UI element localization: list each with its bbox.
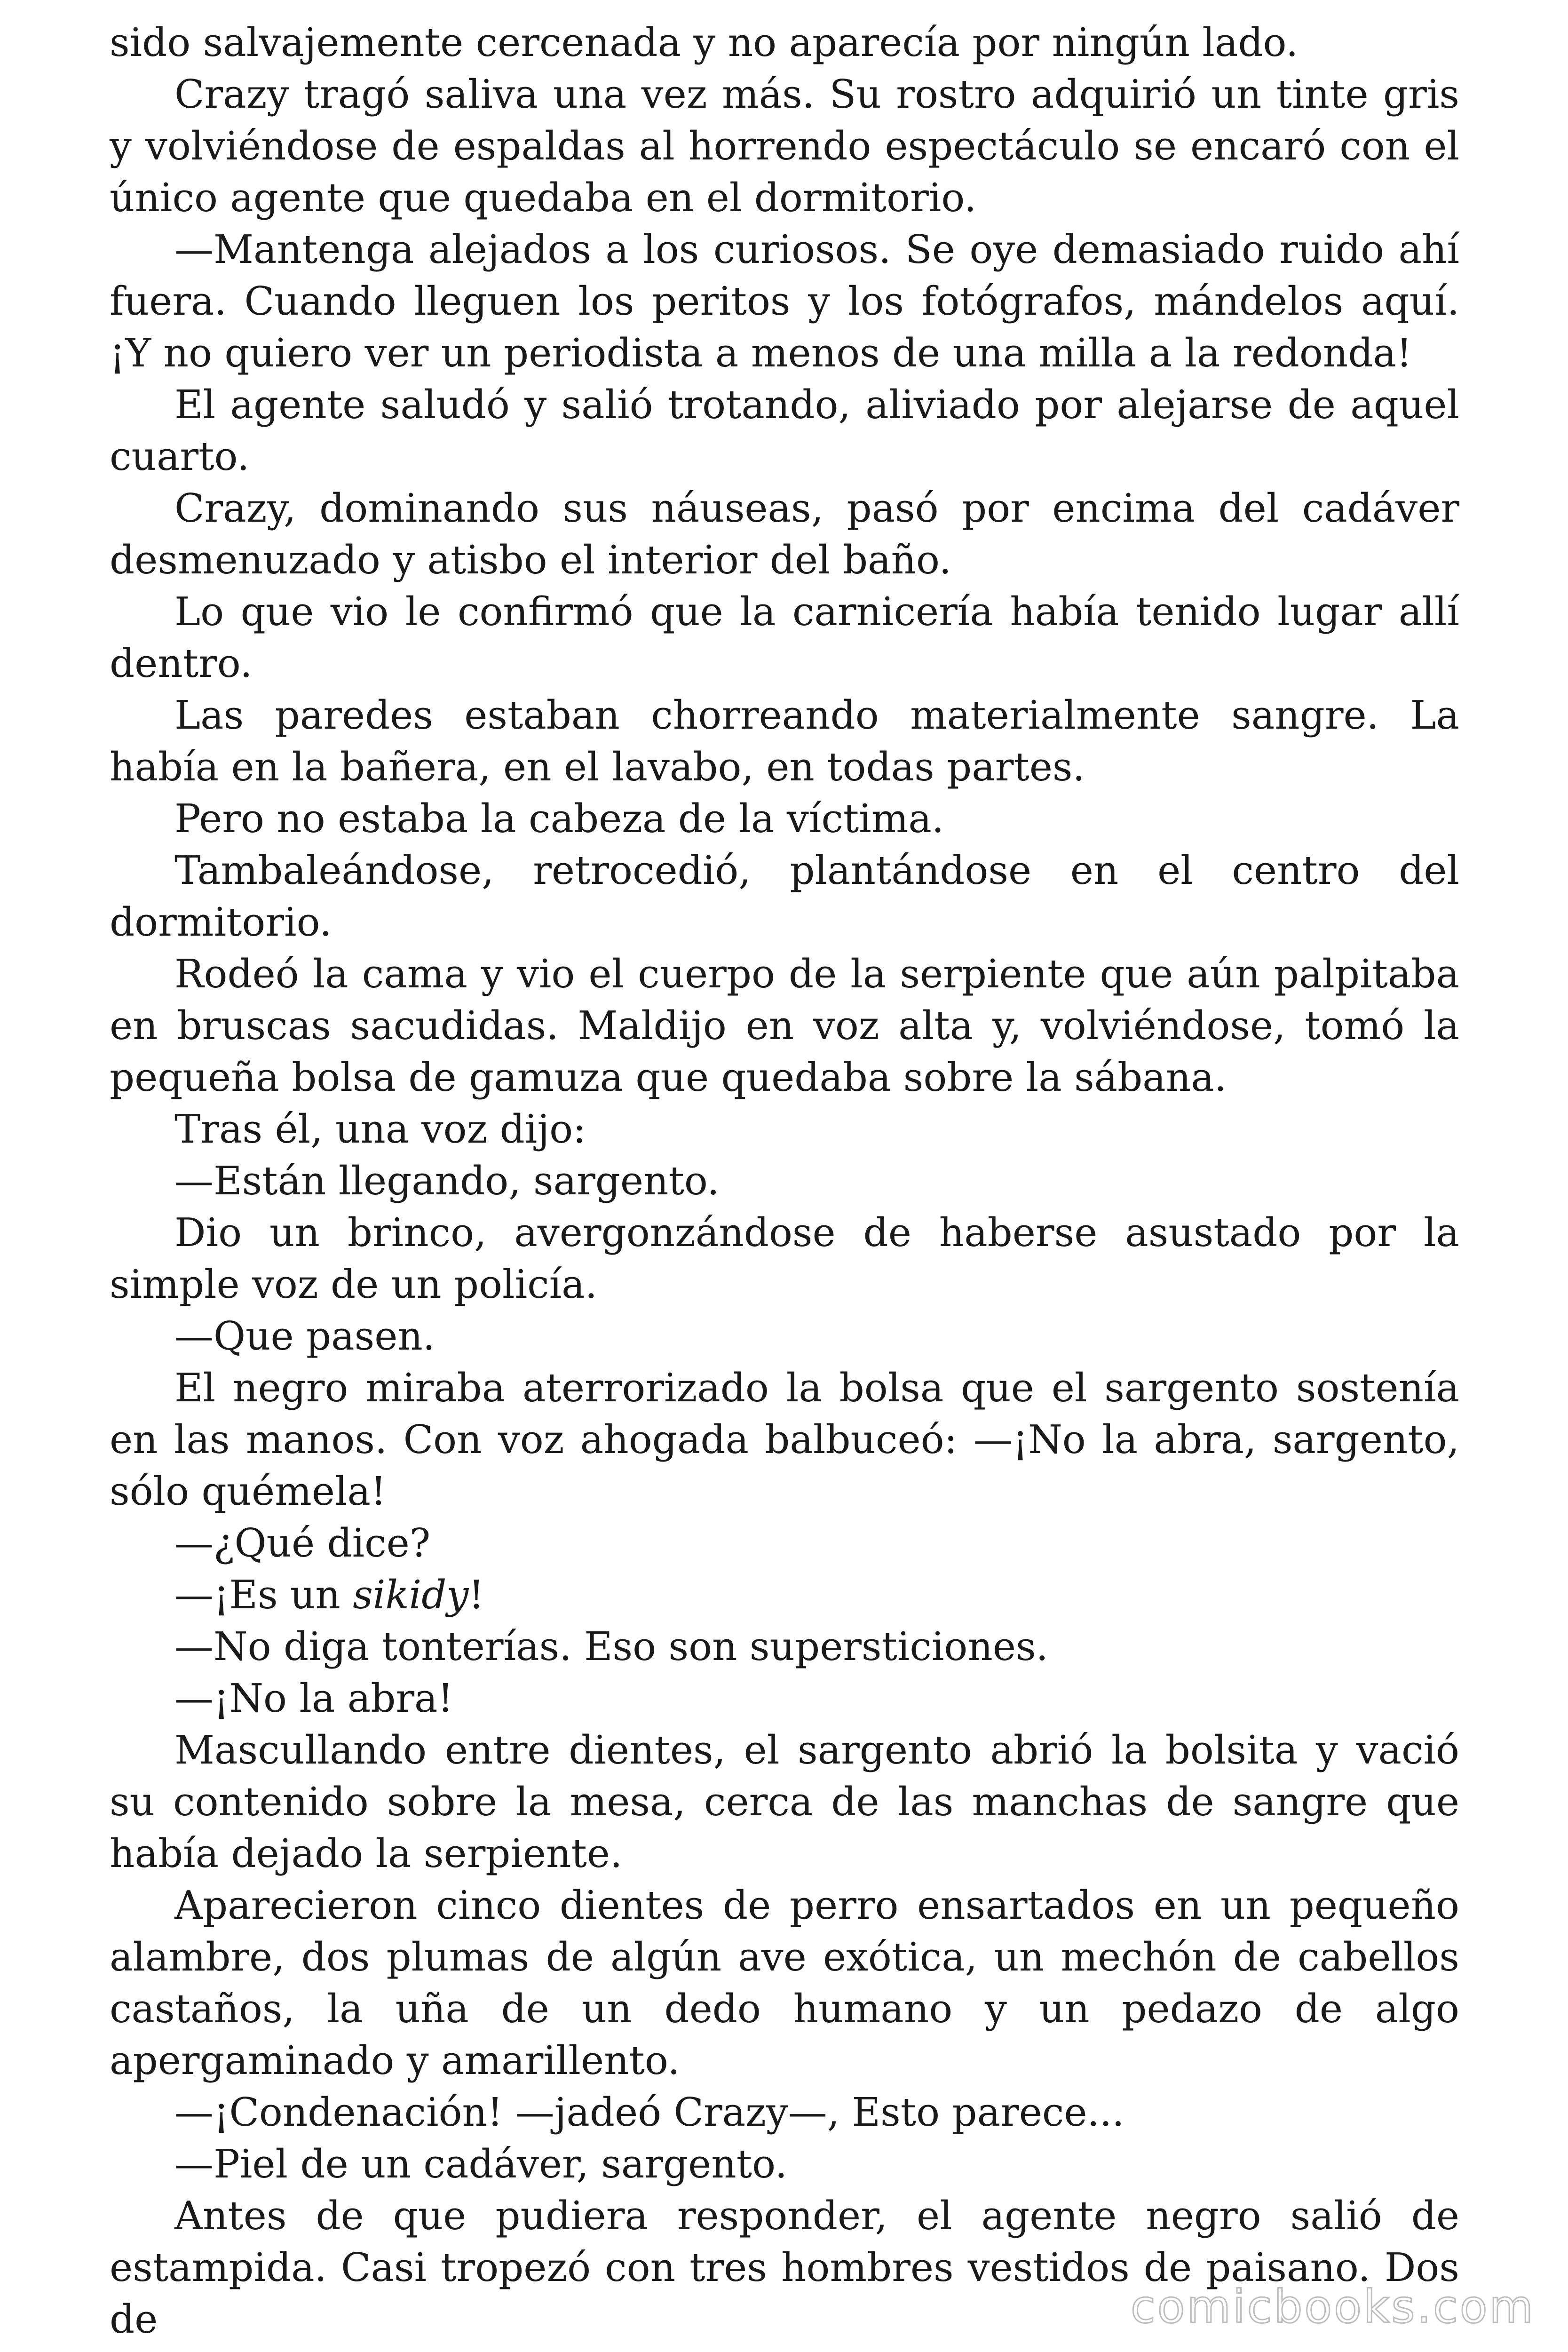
paragraph: —Que pasen.: [174, 1313, 436, 1359]
paragraph: —Están llegando, sargento.: [174, 1158, 720, 1204]
paragraph: —¡No la abra!: [174, 1676, 453, 1721]
paragraph: Aparecieron cinco dientes de perro ensartados en un pequeño alambre, dos plumas de algún ave exótica, un mechón de cabellos castaños, la uña de un dedo humano y un pedazo de algo apergaminado y amarillento.: [110, 1883, 1459, 2083]
paragraph: Crazy tragó saliva una vez más. Su rostro adquirió un tinte gris y volviéndose de espaldas al horrendo espectáculo se encaró con el único agente que quedaba en el dormitorio.: [110, 72, 1459, 221]
paragraph: El negro miraba aterrorizado la bolsa que el sargento sostenía en las manos. Con voz ahogada balbuceó: —¡No la abra, sargento, sólo quémela!: [110, 1365, 1459, 1514]
paragraph: Mascullando entre dientes, el sargento abrió la bolsita y vació su contenido sobre la mesa, cerca de las manchas de sangre que había dejado la serpiente.: [110, 1727, 1459, 1876]
paragraph: —¿Qué dice?: [174, 1520, 431, 1566]
paragraph: —Piel de un cadáver, sargento.: [174, 2141, 787, 2187]
paragraph: Tambaleándose, retrocedió, plantándose en el centro del dormitorio.: [110, 848, 1459, 945]
paragraph: —No diga tonterías. Eso son supersticiones.: [174, 1624, 1048, 1669]
paragraph: Tras él, una voz dijo:: [174, 1106, 586, 1152]
paragraph: —Mantenga alejados a los curiosos. Se oye demasiado ruido ahí fuera. Cuando lleguen los peritos y los fotógrafos, mándelos aquí. ¡Y no quiero ver un periodista a menos de una milla a la redonda!: [110, 227, 1459, 376]
paragraph: Pero no estaba la cabeza de la víctima.: [174, 796, 944, 842]
paragraph: El agente saludó y salió trotando, aliviado por alejarse de aquel cuarto.: [110, 382, 1459, 479]
paragraph: Dio un brinco, avergonzándose de haberse asustado por la simple voz de un policía.: [110, 1210, 1459, 1307]
italic-term: sikidy: [353, 1572, 469, 1618]
paragraph-sikidy: [110, 1569, 1459, 1621]
book-page: [110, 17, 1459, 2345]
paragraph: —¡Condenación! —jadeó Crazy—, Esto parece...: [174, 2090, 1125, 2135]
paragraph: Crazy, dominando sus náuseas, pasó por encima del cadáver desmenuzado y atisbo el interior del baño.: [110, 485, 1459, 583]
paragraph: Lo que vio le confirmó que la carnicería había tenido lugar allí dentro.: [110, 589, 1459, 686]
dialogue-text: !: [468, 1572, 484, 1618]
dialogue-text: —¡Es un: [174, 1572, 353, 1618]
watermark: comicbooks.com: [1130, 2280, 1535, 2333]
paragraph: sido salvajemente cercenada y no aparecía por ningún lado.: [110, 20, 1299, 65]
paragraph: Las paredes estaban chorreando materialmente sangre. La había en la bañera, en el lavabo, en todas partes.: [110, 692, 1459, 790]
paragraph: Antes de que pudiera responder, el agente negro salió de estampida. Casi tropezó con tres hombres vestidos de paisano. Dos de: [110, 2193, 1459, 2342]
paragraph: Rodeó la cama y vio el cuerpo de la serpiente que aún palpitaba en bruscas sacudidas. Maldijo en voz alta y, volviéndose, tomó la pequeña bolsa de gamuza que quedaba sobre la sábana.: [110, 951, 1459, 1100]
